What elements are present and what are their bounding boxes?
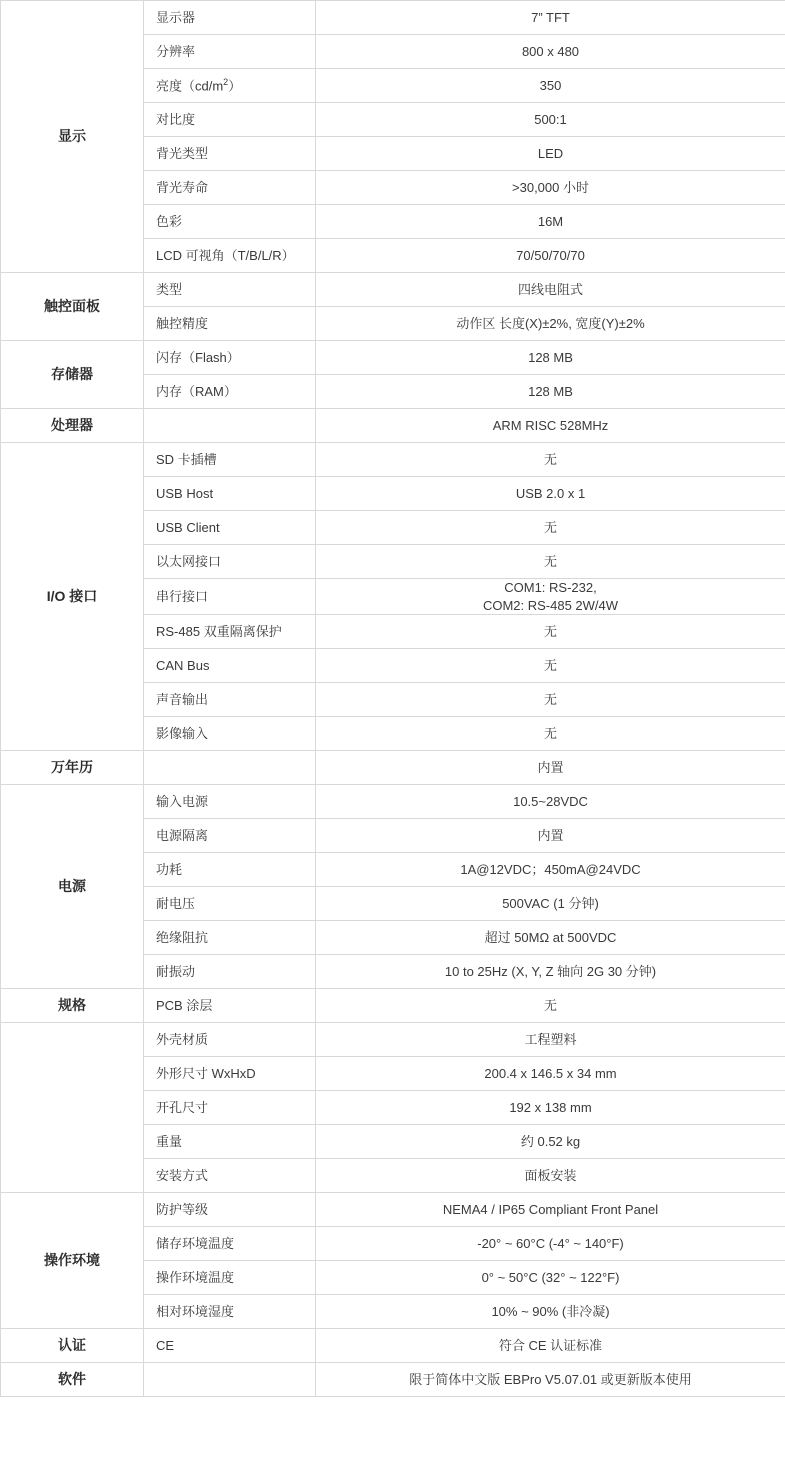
item-cell: 类型 xyxy=(144,273,316,307)
value-cell: 10.5~28VDC xyxy=(316,785,785,819)
table-row xyxy=(1,751,785,785)
value-cell: 500:1 xyxy=(316,103,785,137)
category-cell: 处理器 xyxy=(1,409,144,443)
value-line: COM2: RS-485 2W/4W xyxy=(482,597,619,613)
item-cell: 串行接口 xyxy=(144,579,316,615)
value-cell: 内置 xyxy=(316,751,785,785)
value-cell: 192 x 138 mm xyxy=(316,1091,785,1125)
item-cell: 背光寿命 xyxy=(144,171,316,205)
item-cell: 以太网接口 xyxy=(144,545,316,579)
item-cell: LCD 可视角（T/B/L/R） xyxy=(144,239,316,273)
item-cell: RS-485 双重隔离保护 xyxy=(144,615,316,649)
item-cell: 输入电源 xyxy=(144,785,316,819)
item-cell: 闪存（Flash） xyxy=(144,341,316,375)
value-cell: 约 0.52 kg xyxy=(316,1125,785,1159)
value-line: COM1: RS-232, xyxy=(504,580,597,595)
item-cell: 背光类型 xyxy=(144,137,316,171)
value-cell: 200.4 x 146.5 x 34 mm xyxy=(316,1057,785,1091)
value-cell: 1A@12VDC；450mA@24VDC xyxy=(316,853,785,887)
value-cell: 符合 CE 认证标准 xyxy=(316,1329,785,1363)
category-cell: 触控面板 xyxy=(1,273,144,341)
item-cell xyxy=(144,1363,316,1397)
item-cell: 耐电压 xyxy=(144,887,316,921)
value-cell: 无 xyxy=(316,683,785,717)
value-cell: 限于简体中文版 EBPro V5.07.01 或更新版本使用 xyxy=(316,1363,785,1397)
table-row xyxy=(1,1193,785,1227)
value-cell: >30,000 小时 xyxy=(316,171,785,205)
value-cell: 800 x 480 xyxy=(316,35,785,69)
value-cell: LED xyxy=(316,137,785,171)
item-cell: 操作环境温度 xyxy=(144,1261,316,1295)
item-cell: 色彩 xyxy=(144,205,316,239)
value-cell: 500VAC (1 分钟) xyxy=(316,887,785,921)
table-row xyxy=(1,1363,785,1397)
category-cell: 万年历 xyxy=(1,751,144,785)
value-cell: 超过 50MΩ at 500VDC xyxy=(316,921,785,955)
item-cell xyxy=(144,409,316,443)
category-cell: 电源 xyxy=(1,785,144,989)
value-cell: 无 xyxy=(316,511,785,545)
item-cell: 防护等级 xyxy=(144,1193,316,1227)
value-cell: 10% ~ 90% (非冷凝) xyxy=(316,1295,785,1329)
value-cell: 16M xyxy=(316,205,785,239)
item-cell: 影像输入 xyxy=(144,717,316,751)
table-row xyxy=(1,785,785,819)
item-cell: PCB 涂层 xyxy=(144,989,316,1023)
category-cell: I/O 接口 xyxy=(1,443,144,751)
value-cell xyxy=(316,579,785,615)
value-cell: USB 2.0 x 1 xyxy=(316,477,785,511)
value-cell: 无 xyxy=(316,443,785,477)
item-cell: 声音输出 xyxy=(144,683,316,717)
table-row xyxy=(1,273,785,307)
item-cell: 触控精度 xyxy=(144,307,316,341)
item-cell: 耐振动 xyxy=(144,955,316,989)
item-cell: 分辨率 xyxy=(144,35,316,69)
item-cell: 绝缘阻抗 xyxy=(144,921,316,955)
item-cell: 电源隔离 xyxy=(144,819,316,853)
item-cell: SD 卡插槽 xyxy=(144,443,316,477)
item-cell: CE xyxy=(144,1329,316,1363)
value-cell: ARM RISC 528MHz xyxy=(316,409,785,443)
item-cell: 功耗 xyxy=(144,853,316,887)
table-row xyxy=(1,409,785,443)
category-cell xyxy=(1,1023,144,1193)
value-cell: 128 MB xyxy=(316,375,785,409)
table-row xyxy=(1,443,785,477)
value-cell: 7” TFT xyxy=(316,1,785,35)
category-cell: 操作环境 xyxy=(1,1193,144,1329)
value-cell: 动作区 长度(X)±2%, 宽度(Y)±2% xyxy=(316,307,785,341)
value-cell: 0° ~ 50°C (32° ~ 122°F) xyxy=(316,1261,785,1295)
category-cell: 显示 xyxy=(1,1,144,273)
item-cell: 显示器 xyxy=(144,1,316,35)
item-cell: CAN Bus xyxy=(144,649,316,683)
item-cell: 亮度$(cd/m^2)$ xyxy=(144,69,316,103)
value-cell: 工程塑料 xyxy=(316,1023,785,1057)
item-cell: 重量 xyxy=(144,1125,316,1159)
category-cell: 规格 xyxy=(1,989,144,1023)
table-row xyxy=(1,1,785,35)
item-cell: 开孔尺寸 xyxy=(144,1091,316,1125)
table-row xyxy=(1,1023,785,1057)
table-row xyxy=(1,1329,785,1363)
item-cell: USB Client xyxy=(144,511,316,545)
item-cell: 外形尺寸 WxHxD xyxy=(144,1057,316,1091)
item-cell: 相对环境湿度 xyxy=(144,1295,316,1329)
item-cell: 对比度 xyxy=(144,103,316,137)
item-cell: 储存环境温度 xyxy=(144,1227,316,1261)
value-cell: 无 xyxy=(316,615,785,649)
table-row xyxy=(1,341,785,375)
value-cell: 无 xyxy=(316,545,785,579)
value-cell: 350 xyxy=(316,69,785,103)
value-cell: 10 to 25Hz (X, Y, Z 轴向 2G 30 分钟) xyxy=(316,955,785,989)
value-cell: 128 MB xyxy=(316,341,785,375)
value-cell: 面板安装 xyxy=(316,1159,785,1193)
value-cell: 70/50/70/70 xyxy=(316,239,785,273)
value-cell: 四线电阻式 xyxy=(316,273,785,307)
table-row xyxy=(1,989,785,1023)
item-cell: 内存（RAM） xyxy=(144,375,316,409)
item-cell: 安装方式 xyxy=(144,1159,316,1193)
category-cell: 软件 xyxy=(1,1363,144,1397)
value-cell: 无 xyxy=(316,717,785,751)
category-cell: 存储器 xyxy=(1,341,144,409)
value-cell: NEMA4 / IP65 Compliant Front Panel xyxy=(316,1193,785,1227)
value-cell: 无 xyxy=(316,649,785,683)
value-cell: 无 xyxy=(316,989,785,1023)
category-cell: 认证 xyxy=(1,1329,144,1363)
item-cell: USB Host xyxy=(144,477,316,511)
item-cell xyxy=(144,751,316,785)
value-cell: 内置 xyxy=(316,819,785,853)
value-cell: -20° ~ 60°C (-4° ~ 140°F) xyxy=(316,1227,785,1261)
item-cell: 外壳材质 xyxy=(144,1023,316,1057)
